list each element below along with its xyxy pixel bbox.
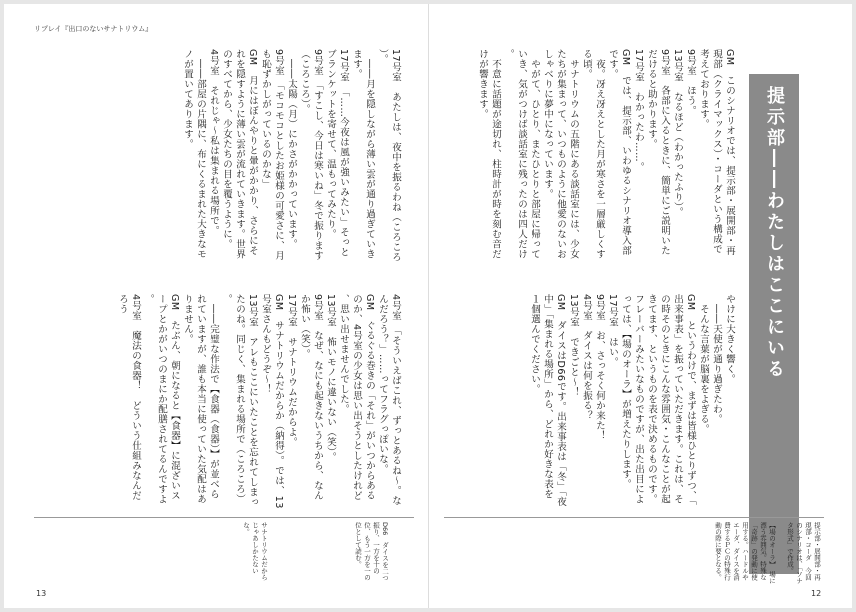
text-paragraph: 13号室 アレもここにいたことを忘れてしまったのね。同じく、集まれる場所で（ころころ）。 [221,294,258,508]
text-paragraph: やがて、ひとり、またひとりと部屋に帰っていき、気がつけば談話室に残ったのは四人だけ。 [503,49,540,259]
running-header: リプレイ『出口のないサナトリウム』 [34,25,153,33]
text-paragraph: 17号室 あたしは、夜中を振るわね（ころころ）。 [377,49,401,263]
text-paragraph: そんな言葉が脳裏をよぎる。 [698,294,709,434]
right-page-body-upper [474,49,736,264]
text-paragraph: 夜。冴え冴えとした月が寒さを一層厳しくする頃。 [581,49,605,259]
text-paragraph: 4号室 それじゃ～私は集まれる場所で。 [208,49,219,236]
text-paragraph: 9号室 ほう。 [685,49,696,116]
right-page-body-lower [450,294,736,509]
right-note-sonata: 提示部・展開部・再現部・コーダ 今回のシナリオは、「ソナタ形式」で作成。 [786,522,821,584]
book-spread [4,4,852,608]
left-note-d66: D66 ダイスを二つ振り、一方を十の位、もう一方を一の位として読む。 [354,522,389,581]
text-paragraph: ――月を隠しながら薄い雲が通り過ぎていきます。 [351,49,375,259]
section-title-band [749,74,799,574]
right-notes-rule [444,517,824,518]
left-note-sanatorium: サナトリウムだから じゃあしかたないな。 [242,522,268,587]
text-paragraph: GM たぶん、朝になると【食器】に混ざいスープとかがいつのまにか配膳されてるんですよ。 [143,294,180,504]
text-paragraph: やけに大きく響く。 [724,294,735,384]
text-paragraph: GM 月にはぼんやりと暈がかかり、さらにそれを隠すように薄い雲が流れていきます。世界のすべてから、少女たちの目を覆うように。 [221,49,258,259]
text-paragraph: 17号室 はい。 [607,294,618,368]
text-paragraph: 9号室 各部に入るときに、簡単にご説明いただけると助かります。 [646,49,670,256]
text-paragraph: GM というわけで、まずは皆様ひとりずつ、「出来事表」を振っていただきます。これは、その時そのときにこんな雰囲気・こんなことが起きてます、というものを表で決めるものです。フレーバーみたいなものですが、出た出目によっては、【場のオーラ】が増えたりします。 [620,294,696,506]
text-paragraph: 13号室 できごと～！ [568,294,579,398]
text-paragraph: ――天使が通り過ぎたわ。 [711,294,722,424]
text-paragraph: 13号室 怖いモノに違いない（笑）。 [325,294,336,463]
text-paragraph: GM ぐるぐる巻きの「それ」がいつからあるのか、4号室の少女は思い出そうとしたけれど、思い出せませんでした。 [338,294,375,501]
text-paragraph: 9号室 「モコモコとしたお姫様の可愛さに、月も恥ずかしがっているのかな」 [260,49,284,261]
page-gutter [428,4,429,608]
text-paragraph: 4号室 「そういえばこれ、ずっとあるね～。なんだろう？」……ってフラグっぽいな。 [377,294,401,506]
text-paragraph: 9号室 お、さっそく何か来た！ [594,294,605,441]
text-paragraph: ――部屋の片隅に、布にくるまれた大きなモノが置いてあります。 [182,49,206,259]
left-page-body-upper [94,49,402,264]
text-paragraph: サナトリウムの五階にある談話室には、少女たちが集まって、いつものように他愛のないおしゃべりに夢中になっています。 [542,49,579,259]
text-paragraph: GM では、提示部、いわゆるシナリオ導入部です。 [607,49,631,256]
text-paragraph: 9号室 なぜ、なにも起きないうちから、なんか怖い（笑）。 [299,294,323,501]
page-number-right: 12 [811,589,822,598]
left-page-body-lower [66,294,402,509]
page-number-left: 13 [36,589,47,598]
text-paragraph: 4号室 ダイスは何を振る？ [581,294,592,421]
section-title: 提示部――わたしはここにいる [764,86,785,380]
text-paragraph: 17号室 「……今夜は風が強いみたい」そっとブランケットを寄せて、温もってみたり。 [325,49,349,258]
text-paragraph: GM サナトリウムだからか（納得）。では、13号室さんもどうぞ～！ [260,294,284,509]
text-paragraph: ――完璧な作法で【食器（食器）】が並べられていますが、誰も本当に使っていた気配はありません。 [182,294,219,504]
text-paragraph: 17号室 サナトリウムだからよ。 [286,294,297,448]
text-paragraph: 4号室 魔法の食器！ どういう仕組みなんだろう [117,294,141,501]
text-paragraph: 9号室 「すこし、今日は寒いね」冬で振ります（ころころ）。 [299,49,323,261]
right-note-aura: 【場のオーラ】 場に漂う雰囲気。特殊な「奇跡」の発動に使用する。ハードルやエーダ、ダイスを消費するＰＣの特殊行動の際に要となる。 [714,522,776,584]
text-paragraph: 17号室 わかったわ……。 [633,49,644,173]
text-paragraph: 不意に話題が途切れ、柱時計が時を刻む音だけが響きます。 [477,49,501,259]
text-paragraph: GM ダイスはD66です。出来事表は「冬」「夜中」「集まれる場所」から、どれか好きな表を１個選んでください。 [529,294,566,507]
left-notes-rule [34,517,414,518]
text-paragraph: ――太陽（月）にかさがかかっています。 [286,49,297,249]
text-paragraph: GM このシナリオでは、提示部・展開部・再現部（クライマックス）・コーダという構成で考えております。 [698,49,735,256]
text-paragraph: 13号室 なるほど（わかったふり）。 [672,49,683,218]
